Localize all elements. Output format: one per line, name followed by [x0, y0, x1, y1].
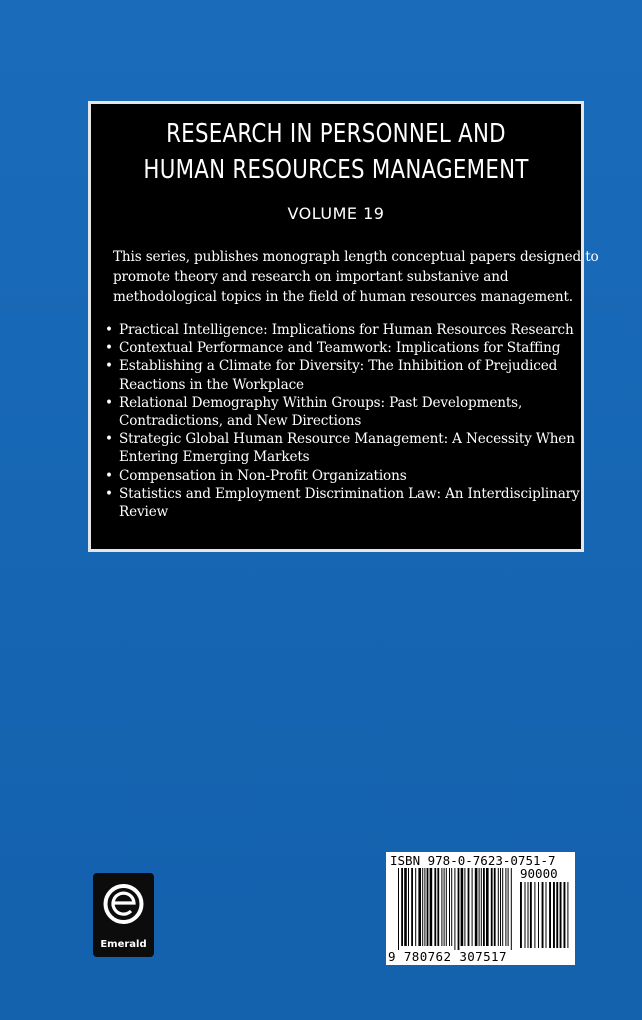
barcode-bar — [451, 868, 452, 946]
article-title-line: Strategic Global Human Resource Management: A Necessity When — [119, 431, 575, 448]
barcode-bar — [441, 868, 442, 946]
barcode-bar — [437, 868, 439, 946]
barcode-bar — [479, 868, 480, 946]
barcode-bar — [498, 868, 499, 946]
article-title-line: Reactions in the Workplace — [119, 376, 304, 393]
bullet-icon: • — [105, 358, 113, 375]
barcode-bar — [483, 868, 485, 946]
barcode-bar — [494, 868, 496, 946]
barcode-bar — [542, 882, 544, 948]
barcode-bar — [468, 868, 470, 946]
barcode-bar — [404, 868, 407, 946]
article-title-line: Compensation in Non-Profit Organizations — [119, 467, 407, 484]
barcode-bar — [418, 868, 421, 946]
barcode-bar — [525, 882, 526, 948]
price-code: 90000 — [520, 866, 558, 881]
barcode-bar — [475, 868, 478, 946]
description-line-2: promote theory and research on important substanive and — [113, 269, 509, 285]
barcode-bar — [520, 882, 522, 948]
barcode-bar — [530, 882, 532, 948]
bullet-icon: • — [105, 340, 113, 357]
ean-number: 9 780762 307517 — [388, 949, 507, 964]
article-item — [101, 339, 581, 357]
barcode-bar — [449, 868, 450, 946]
barcode-bar — [546, 882, 547, 948]
barcode-bar — [553, 882, 555, 948]
bullet-icon: • — [105, 322, 113, 338]
article-item — [101, 485, 581, 521]
article-item — [101, 357, 581, 393]
barcode-bar — [564, 882, 566, 948]
isbn-barcode — [386, 852, 575, 965]
barcode-bar — [464, 868, 465, 946]
article-title-line: Contextual Performance and Teamwork: Implications for Staffing — [119, 340, 561, 357]
series-title-line-2: HUMAN RESOURCES MANAGEMENT — [143, 155, 529, 185]
info-panel — [88, 101, 599, 552]
article-title-line: Practical Intelligence: Implications for Human Resources Research — [119, 322, 574, 338]
article-item — [101, 394, 581, 430]
barcode-bar — [472, 868, 473, 946]
bullet-icon: • — [105, 485, 113, 502]
barcode-bar — [502, 868, 503, 946]
barcode-bar — [500, 868, 501, 946]
barcode-bar — [549, 882, 551, 948]
barcode-bar — [434, 868, 436, 946]
barcode-bar — [486, 868, 489, 946]
article-item — [101, 321, 581, 339]
article-list — [101, 321, 581, 521]
isbn-number: ISBN 978-0-7623-0751-7 — [390, 853, 556, 868]
barcode-bar — [408, 868, 409, 946]
barcode-bar — [398, 868, 399, 950]
description-line-1: This series, publishes monograph length conceptual papers designed to — [113, 249, 599, 265]
barcode-bar — [444, 868, 445, 946]
publisher-name: Emerald — [100, 939, 147, 950]
barcode-bar — [411, 868, 413, 946]
barcode-bar — [424, 868, 425, 946]
article-title-line: Review — [119, 504, 169, 521]
barcode-bar — [427, 868, 429, 946]
barcode-bar — [560, 882, 562, 948]
barcode-bar — [454, 868, 455, 950]
series-title — [108, 116, 564, 188]
barcode-bar — [491, 868, 493, 946]
barcode-bar — [458, 868, 460, 950]
barcode-bar — [430, 868, 433, 946]
barcode-bar — [534, 882, 535, 948]
description-line-3: methodological topics in the field of human resources management. — [113, 289, 573, 305]
barcode-bar — [505, 868, 506, 946]
bullet-icon: • — [105, 394, 113, 411]
bullet-icon: • — [105, 431, 113, 448]
article-item — [101, 467, 581, 485]
article-title-line: Contradictions, and New Directions — [119, 413, 362, 430]
barcode-bar — [481, 868, 482, 946]
article-item — [101, 430, 581, 466]
article-title-line: Entering Emerging Markets — [119, 449, 310, 466]
article-title-line: Establishing a Climate for Diversity: The Inhibition of Prejudiced — [119, 358, 558, 375]
article-title-line: Relational Demography Within Groups: Past Developments, — [119, 394, 523, 411]
barcode-bar — [461, 868, 464, 946]
barcode-bar — [415, 868, 416, 946]
bullet-icon: • — [105, 467, 113, 484]
barcode-bar — [538, 882, 539, 948]
series-title-line-1: RESEARCH IN PERSONNEL AND — [166, 119, 506, 149]
series-description — [113, 247, 599, 307]
barcode-bar — [511, 868, 512, 950]
volume-label: VOLUME 19 — [287, 204, 385, 223]
barcode-bar — [528, 882, 529, 948]
barcode-bar — [508, 868, 509, 946]
barcode-bar — [567, 882, 568, 948]
barcode-bar — [556, 882, 558, 948]
barcode-bar — [401, 868, 403, 946]
emerald-logo — [93, 873, 154, 957]
barcode-bar — [422, 868, 423, 946]
barcode-bar — [446, 868, 447, 946]
article-title-line: Statistics and Employment Discrimination Law: An Interdisciplinary — [119, 485, 580, 502]
